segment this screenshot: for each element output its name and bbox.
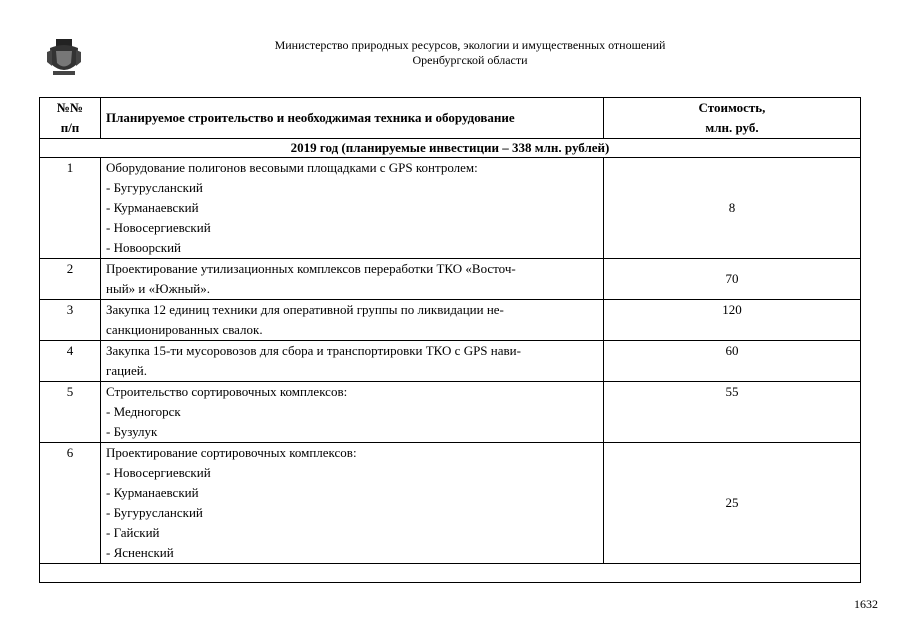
- row-description: [101, 259, 604, 300]
- description-subitem: - Бугурусланский: [106, 180, 203, 195]
- description-subitem: - Новосергиевский: [106, 465, 211, 480]
- row-description: [101, 158, 604, 259]
- description-subitem: - Гайский: [106, 525, 160, 540]
- description-subitem: гацией.: [106, 363, 147, 378]
- description-subitem: - Бузулук: [106, 424, 158, 439]
- description-subitem: - Бугурусланский: [106, 505, 203, 520]
- col-num-label-1: №№: [56, 100, 84, 115]
- description-subitem: - Курманаевский: [106, 200, 199, 215]
- description-subitem: ный» и «Южный».: [106, 281, 211, 296]
- row-cost: 8: [604, 158, 861, 259]
- table-row: [40, 259, 861, 300]
- coat-of-arms-icon: [44, 38, 84, 78]
- section-row: [40, 139, 861, 158]
- description-line: Закупка 15-ти мусоровозов для сбора и транспортировки ТКО с GPS нави-: [106, 343, 521, 358]
- row-number: 4: [40, 341, 101, 382]
- investment-table: [39, 97, 861, 583]
- row-number: 2: [40, 259, 101, 300]
- row-number: 1: [40, 158, 101, 259]
- description-subitem: - Курманаевский: [106, 485, 199, 500]
- empty-cell: [40, 564, 861, 583]
- region-name: Оренбургской области: [412, 53, 528, 67]
- row-description: [101, 300, 604, 341]
- description-line: Проектирование утилизационных комплексов переработки ТКО «Восточ-: [106, 261, 516, 276]
- row-cost: 60: [604, 341, 861, 382]
- row-cost: 120: [604, 300, 861, 341]
- description-line: Проектирование сортировочных комплексов:: [106, 445, 357, 460]
- description-line: Строительство сортировочных комплексов:: [106, 384, 348, 399]
- section-title: 2019 год (планируемые инвестиции – 338 млн. рублей): [40, 139, 861, 158]
- row-number: 5: [40, 382, 101, 443]
- description-subitem: - Новоорский: [106, 240, 182, 255]
- row-cost: 55: [604, 382, 861, 443]
- table-row: [40, 158, 861, 259]
- empty-row: [40, 564, 861, 583]
- row-number: 6: [40, 443, 101, 564]
- description-subitem: - Медногорск: [106, 404, 181, 419]
- description-subitem: - Ясненский: [106, 545, 174, 560]
- row-cost: 25: [604, 443, 861, 564]
- ministry-name: Министерство природных ресурсов, экологии и имущественных отношений: [274, 38, 666, 52]
- description-line: Оборудование полигонов весовыми площадками с GPS контролем:: [106, 160, 478, 175]
- row-description: [101, 341, 604, 382]
- row-description: [101, 443, 604, 564]
- col-desc-header: Планируемое строительство и необходжимая техника и оборудование: [101, 98, 604, 139]
- description-subitem: - Новосергиевский: [106, 220, 211, 235]
- table-row: [40, 443, 861, 564]
- row-description: [101, 382, 604, 443]
- col-cost-header: [604, 98, 861, 139]
- col-num-label-2: п/п: [60, 120, 80, 135]
- document-header: [230, 38, 710, 68]
- table-row: [40, 382, 861, 443]
- col-num-header: [40, 98, 101, 139]
- col-cost-label-2: млн. руб.: [705, 120, 759, 135]
- page-number: 1632: [854, 597, 878, 611]
- table-row: [40, 341, 861, 382]
- description-line: Закупка 12 единиц техники для оперативной группы по ликвидации не-: [106, 302, 504, 317]
- col-cost-label-1: Стоимость,: [698, 100, 766, 115]
- table-row: [40, 300, 861, 341]
- row-number: 3: [40, 300, 101, 341]
- row-cost: 70: [604, 259, 861, 300]
- table-header-row: [40, 98, 861, 139]
- description-subitem: санкционированных свалок.: [106, 322, 263, 337]
